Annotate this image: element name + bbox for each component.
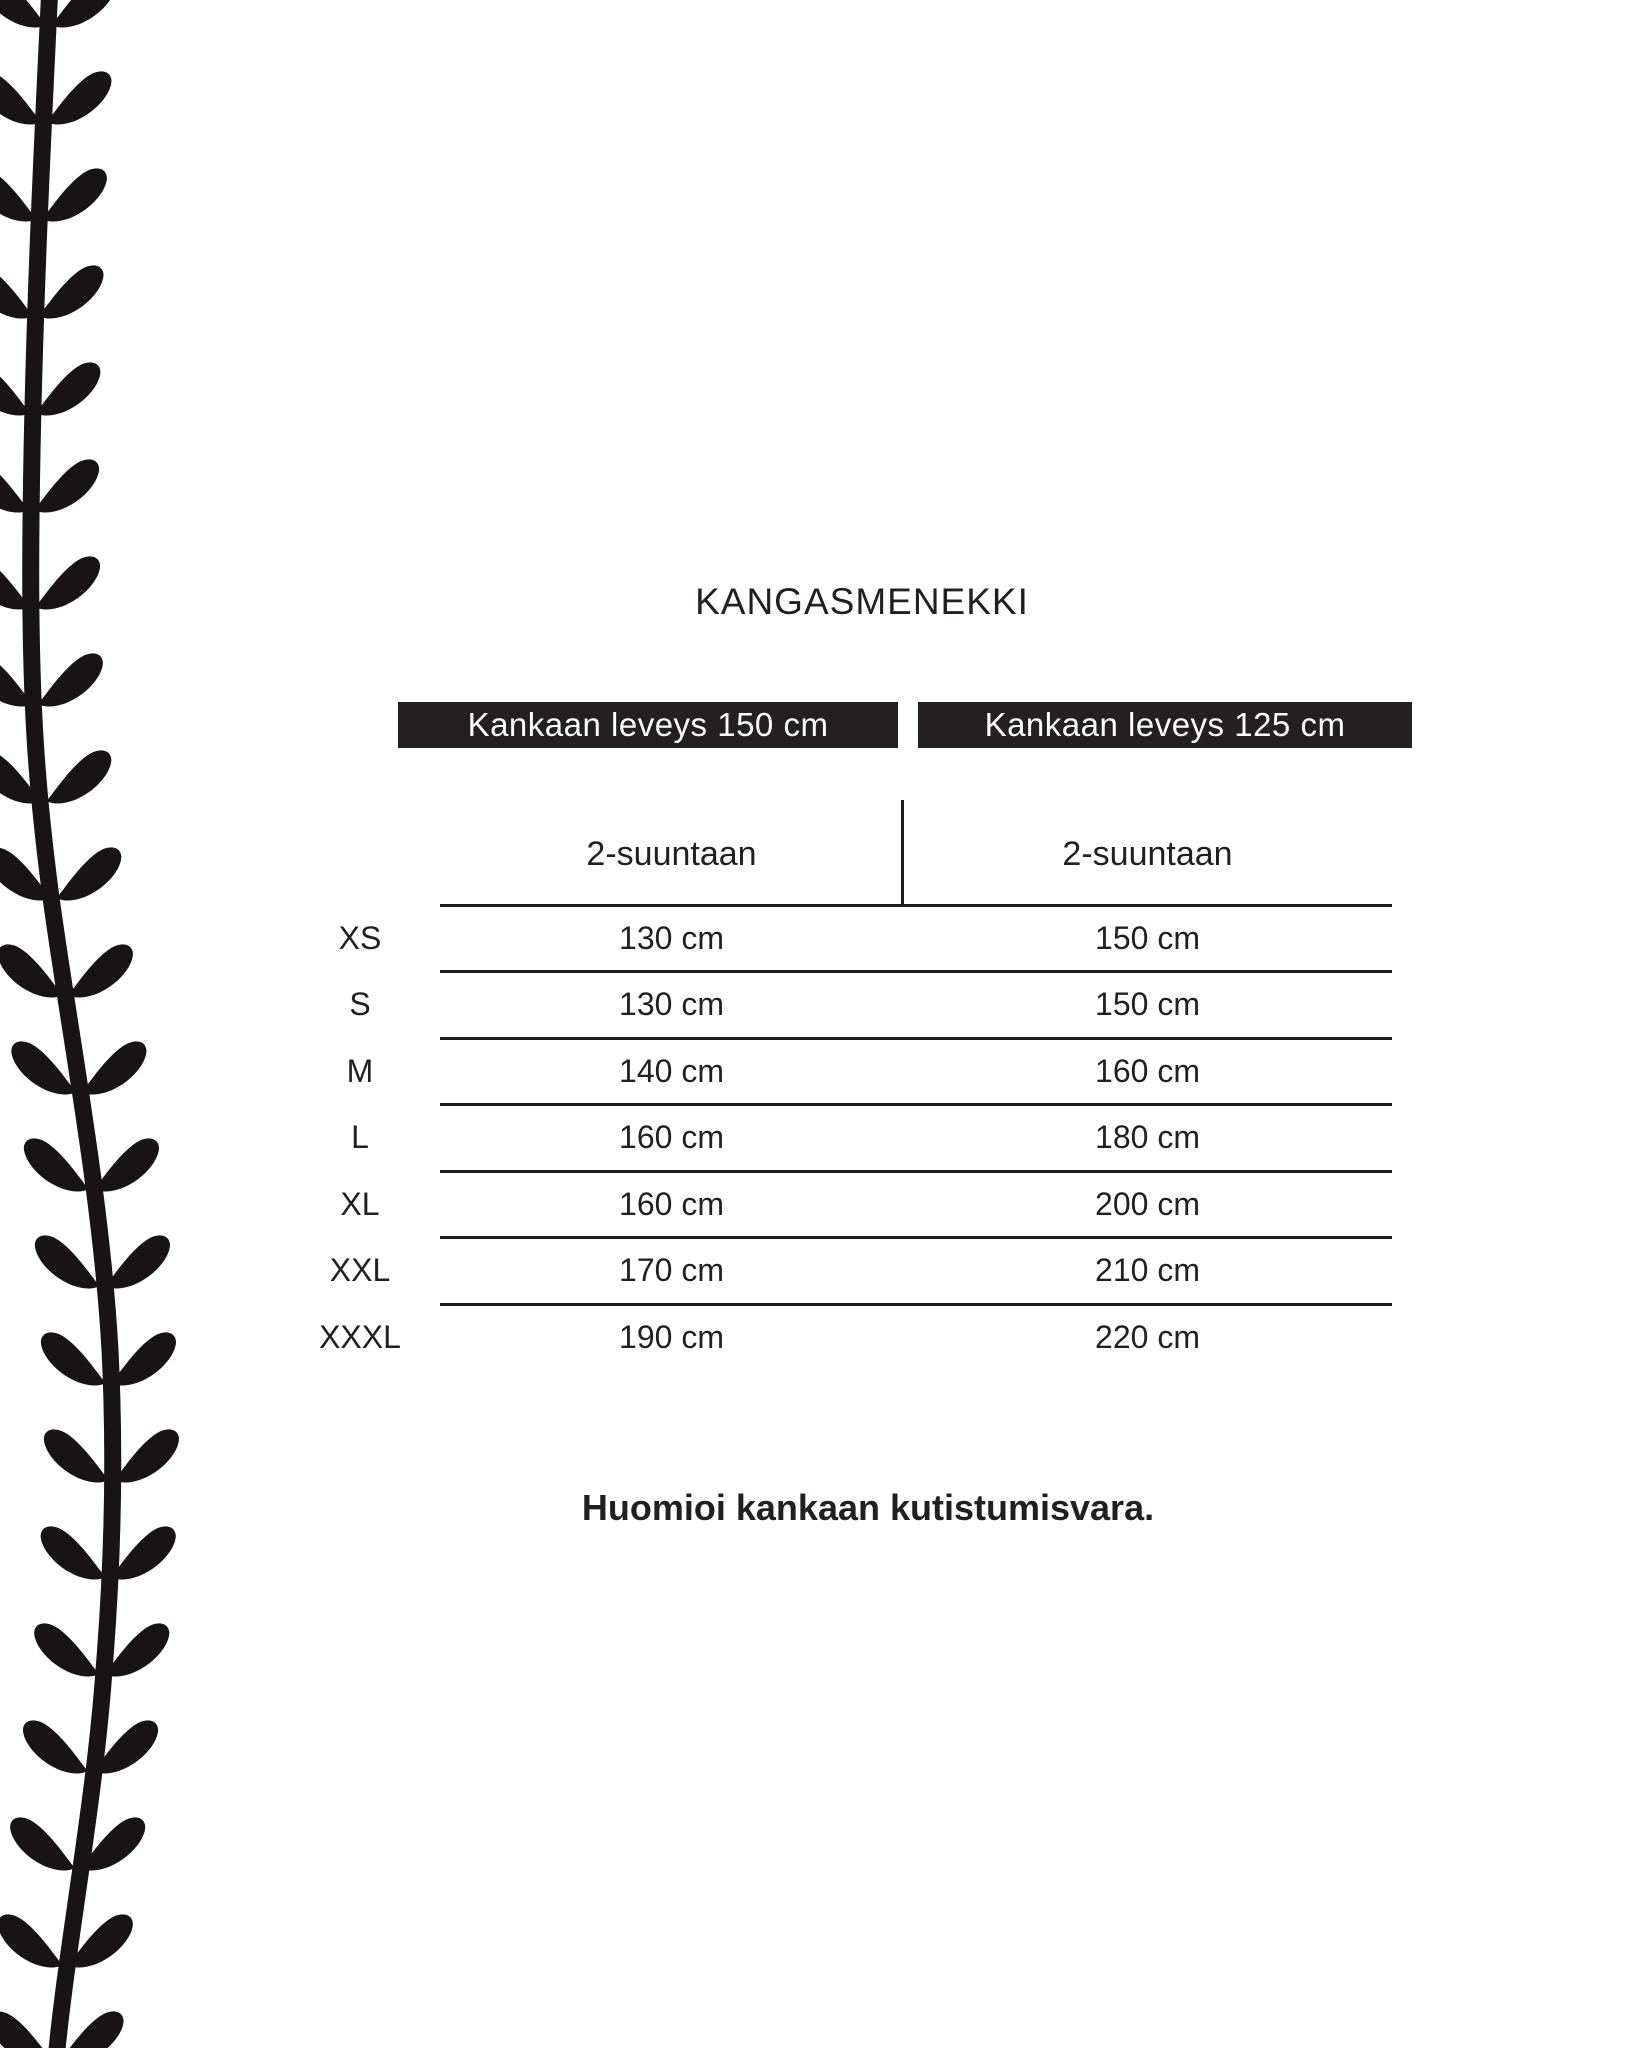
size-label: XL bbox=[340, 1185, 380, 1222]
size-label: XXXL bbox=[319, 1318, 401, 1355]
value-width-125: 210 cm bbox=[1095, 1252, 1200, 1289]
value-width-150: 130 cm bbox=[619, 986, 724, 1023]
size-label: M bbox=[346, 1052, 374, 1089]
subheader-direction-125: 2-suuntaan bbox=[1062, 834, 1233, 873]
value-width-150: 160 cm bbox=[619, 1185, 724, 1222]
value-width-125: 200 cm bbox=[1095, 1185, 1200, 1222]
page-title: KANGASMENEKKI bbox=[695, 581, 1029, 622]
size-label: XXL bbox=[329, 1252, 391, 1289]
value-width-125: 220 cm bbox=[1095, 1318, 1200, 1355]
table-row bbox=[0, 1105, 1638, 1172]
table-row bbox=[0, 1171, 1638, 1238]
table-row bbox=[0, 1304, 1638, 1371]
value-width-125: 160 cm bbox=[1095, 1052, 1200, 1089]
value-width-125: 150 cm bbox=[1095, 919, 1200, 956]
size-label: L bbox=[351, 1119, 369, 1156]
value-width-150: 130 cm bbox=[619, 919, 724, 956]
value-width-125: 150 cm bbox=[1095, 986, 1200, 1023]
value-width-125: 180 cm bbox=[1095, 1119, 1200, 1156]
size-label: S bbox=[349, 986, 371, 1023]
size-label: XS bbox=[338, 919, 382, 956]
value-width-150: 190 cm bbox=[619, 1318, 724, 1355]
value-width-150: 140 cm bbox=[619, 1052, 724, 1089]
value-width-150: 170 cm bbox=[619, 1252, 724, 1289]
table-row bbox=[0, 905, 1638, 972]
table-row bbox=[0, 972, 1638, 1039]
table-row bbox=[0, 1238, 1638, 1305]
column-header-width-125: Kankaan leveys 125 cm bbox=[918, 702, 1412, 748]
shrinkage-note: Huomioi kankaan kutistumisvara. bbox=[581, 1487, 1155, 1528]
table-row bbox=[0, 1038, 1638, 1105]
column-header-width-150: Kankaan leveys 150 cm bbox=[398, 702, 898, 748]
value-width-150: 160 cm bbox=[619, 1119, 724, 1156]
subheader-direction-150: 2-suuntaan bbox=[586, 834, 757, 873]
